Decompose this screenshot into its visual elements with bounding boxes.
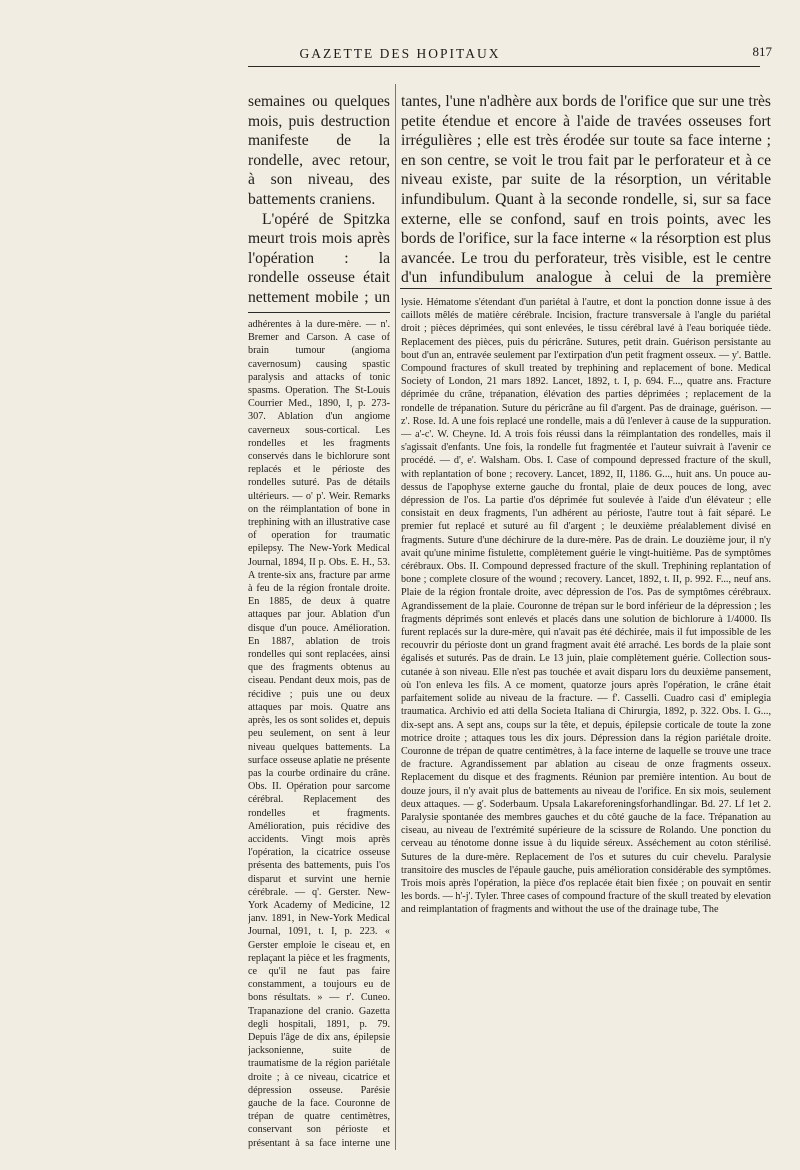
page-header	[0, 44, 800, 68]
page-number: 817	[752, 44, 772, 59]
footnote-left-text: adhérentes à la dure-mère. — n'. Bremer and Carson. A case of brain tumour (angioma cavernosum) causing spastic paralysis and attacks of tonic spasms. Operation. The St-Louis Courrier Med., 1890, I, p. 273-307. Ablation d'un angiome caverneux sous-cortical. Les rondelles et les fragments conservés dans le bichlorure sont replacés et le périoste des rondelles suturé. Pas de détails ultérieurs. — o' p'. Weir. Remarks on the réimplantation of bone in trephining with an illustrative case of operation for traumatic epilepsy. The New-York Medical Journal, 1894, II p. Obs. E. H., 53. A trente-six ans, fracture par arme à feu de la région frontale droite. En 1885, de deux à quatre attaques par jour. Ablation d'un disque d'un pouce. Amélioration. En 1887, ablation de trois rondelles qui sont replacées, ainsi que des fragments obtenus au ciseau. Pendant deux mois, pas de récidive ; puis une ou deux attaques par mois. Quatre ans après, les os sont solides et, depuis peu seulement, on sent à leur niveau quelques battements. La surface osseuse aplatie ne présente pas la courbe ordinaire du crâne. Obs. II. Opération pour sarcome cérébral. Replacement des rondelles et fragments. Amélioration, puis récidive des accidents. Vingt mois après l'opération, la cicatrice osseuse présenta des battements, puis l'os disparut et survint une hernie cérébrale. — q'. Gerster. New-York Academy of Medicine, 12 janv. 1891, in New-York Medical Journal, 1091, t. I, p. 223. « Gerster emploie le ciseau et, en replaçant la pièce et les fragments, ce qu'il ne faut pas faire constamment, a toujours eu de bons résultats. » — r'. Cuneo. Trapanazione del cranio. Gazetta degli hospitali, 1891, p. 79. Depuis l'âge de dix ans, épilepsie jacksonienne, suite de traumatisme de la région pariétale droite ; à ce niveau, cicatrice et dépression osseuse. Parésie gauche de la face. Couronne de trépan de quatre centimètres, conservant son périoste et présentant à sa face interne une	[248, 319, 390, 1149]
footnote-separator-left	[248, 312, 390, 313]
header-rule	[248, 66, 760, 67]
journal-title: GAZETTE DES HOPITAUX	[299, 46, 501, 61]
footnote-right-text: lysie. Hématome s'étendant d'un pariétal à l'autre, et dont la ponction donne issue à des caillots mêlés de matière cérébrale. Incision, fracture transversale à l'angle du pariétal droit ; pièces déprimées, qui sont enlevées, le tissu cérébral lavé à l'eau boriquée tiède. Replacement des pièces, puis du péricrâne. Sutures, petit drain. Guérison persistante au bout d'un an, entravée seulement par l'extirpation d'un petit fragment osseux. — y'. Battle. Compound fractures of skull treated by trephining and replacement of bone. Medical Society of London, 21 mars 1892. Lancet, 1892, t. I, p. 694. F..., quatre ans. Fracture déprimée du crâne, trépanation, élévation des parties déprimées ; replacement de la rondelle de trépanation. Suture du péricrâne au fil d'argent. Pas de drainage, guérison. — z'. Rose. Id. A une fois replacé une rondelle, mais a dû l'enlever à cause de la suppuration. — a'-c'. W. Cheyne. Id. A trois fois réussi dans la réimplantation des rondelles, mais il s'agissait d'enfants. Une fois, la rondelle fut fragmentée et l'auteur suivrait à l'avenir ce procédé. — d', e'. Walsham. Obs. I. Case of compound depressed fracture of the skull, with replantation of bone ; recovery. Lancet, 1892, II, 1186. G..., huit ans. Un pouce au-dessus de l'apophyse externe gauche du frontal, plaie de deux pouces de long, avec dépression de l'os. La partie d'os déprimée fut soulevée à l'aide d'un élévateur ; elle consistait en deux fragments, l'un adhérent au périoste, l'autre tout à fait séparé. Le premier fut replacé et suturé au fil d'argent ; le deuxième préalablement divisé en fragments. Suture d'une déchirure de la dure-mère. Pas de drain. Le douzième jour, il n'y avait qu'une minime fistulette, complètement guérie le vingt-huitième. Pas de symptômes cérébraux. Obs. II. Compound depressed fracture of the skull. Trephining replantation of bone ; complete closure of the wound ; recovery. Lancet, 1892, t. II, p. 992. F..., neuf ans. Plaie de la région frontale droite, avec dépression de l'os. Pas de symptômes cérébraux. Agrandissement de la plaie. Couronne de trépan sur le bord inférieur de la dépression ; les fragments déprimés sont enlevés et placés dans une solution de bichlorure à 1/4000. Ils furent replacés sur la dure-mère, qui n'avait pas été déchirée, mais il fut impossible de les recouvrir du périoste dont un grand fragment avait été arraché. Les bords de la plaie sont égalisés et suturés. Pas de drain. Le 13 juin, plaie complètement guérie. Collection sous-cutanée à son niveau. Elle n'est pas touchée et avait disparu lors du deuxième pansement, où l'on enleva les fils. A ce moment, quatorze jours après l'opération, le crâne était parfaitement solide au niveau de la fracture. — f'. Casselli. Cuadro casi d' emiplegia traumatica. Archivio ed atti della Societa Italiana di Chirurgia, 1892, p. 322. Obs. I. G..., dix-sept ans. A sept ans, coups sur la tête, et depuis, épilepsie corticale de toute la zone motrice droite ; attaques tous les dix jours. Dépression dans la région pariétale droite. Couronne de trépan de quatre centimètres, à la face interne de laquelle se trouve une trace de fracture. Agrandissement par ablation au ciseau de onze fragments osseux. Replacement du disque et des fragments. Réunion par première intention. Au bout de douze jours, il n'y avait plus de battements au niveau de l'orifice. En six mois, seulement deux attaques. — g'. Soderbaum. Upsala Lakareforeningsforhandlingar. Bd. 27. Lf 1et 2. Paralysie spontanée des membres gauches et du côté gauche de la face. Trépanation au ciseau, au niveau de l'extrémité supérieure de la scissure de Rolando. Une ponction du cerveau au ténotome donne issue à du liquide séreux. Asséchement au coton stérilisé. Sutures de la dure-mère. Replacement de l'os et sutures du cuir chevelu. Paralysie transitoire des muscles de l'épaule gauche, puis amélioration considérable des symptômes. Trois mois après l'opération, la pièce d'os replacée était bien fixée ; on pouvait en sentir les bords. — h'-j'. Tyler. Three cases of compound fracture of the skull treated by elevation and reimplantation of fragments and without the use of the drainage tube, The	[401, 297, 771, 916]
right-paragraph-1: tantes, l'une n'adhère aux bords de l'orifice que sur une très petite étendue et encore à l'aide de travées osseuses fort irrégulières ; elle est très érodée sur toute sa face interne ; en son centre, se voit le trou fait par le perforateur et à ce niveau existe, par suite de la résorption, un véritable infundibulum. Quant à la seconde rondelle, si, sur sa face externe, elle se confond, sauf en trois points, avec les bords de l'orifice, sur la face interne « la résorption est plus avancée. Le trou du perforateur, très visible, est le centre d'un infundibulum analogue à celui de la première	[401, 93, 771, 287]
footnotes-right	[401, 296, 771, 1150]
left-main-text	[248, 92, 390, 308]
column-divider	[395, 84, 396, 1150]
right-main-text	[401, 92, 771, 288]
footnotes-left	[248, 318, 390, 1150]
left-paragraph-2: L'opéré de Spitzka meurt trois mois après l'opération : la rondelle osseuse était nettement mobile ; un	[248, 210, 390, 306]
left-paragraph-1: semaines ou quelques mois, puis destruction manifeste de la rondelle, avec retour, à son niveau, des battements craniens.	[248, 93, 390, 208]
footnote-separator-right	[400, 288, 772, 289]
